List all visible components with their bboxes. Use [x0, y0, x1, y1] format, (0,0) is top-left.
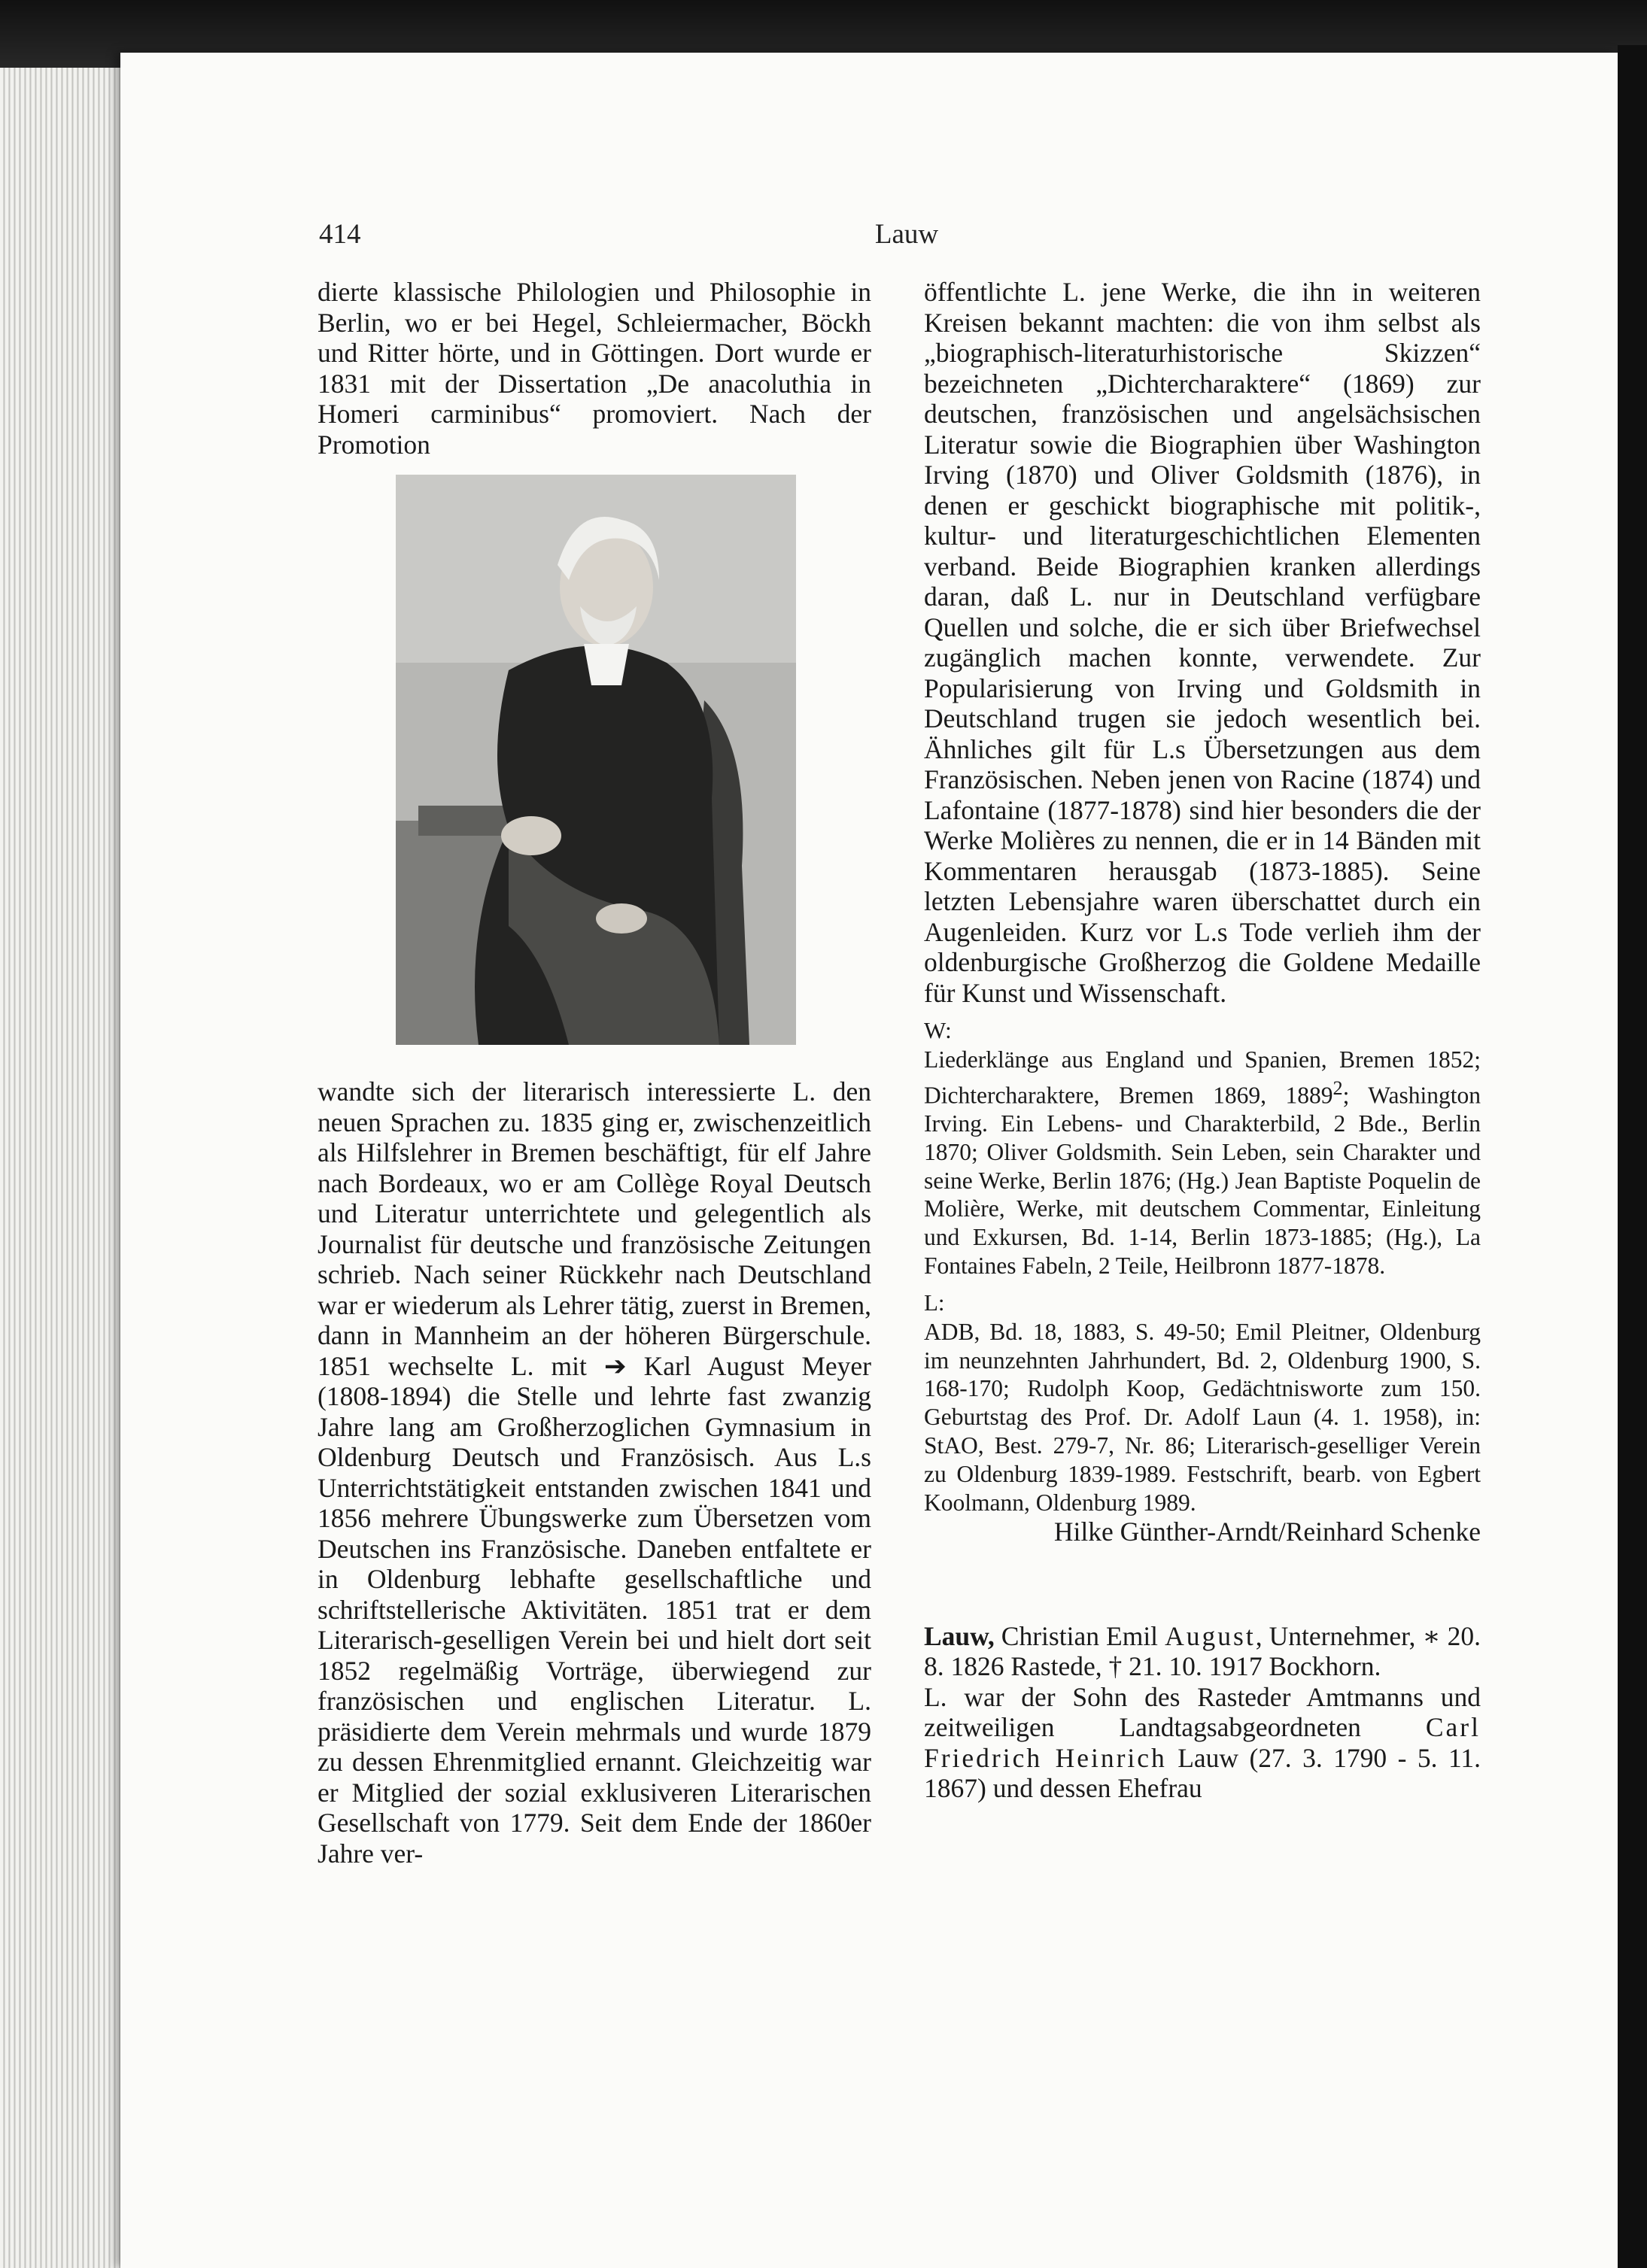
works-section — [924, 1016, 1481, 1280]
literature-label: L: — [924, 1289, 945, 1316]
works-text-a: Liederklänge aus England und Spanien, Bremen 1852; Dichtercharaktere, Bremen 1869, 1889 — [924, 1046, 1481, 1109]
entry-body — [924, 1682, 1481, 1804]
running-title: Lauw — [874, 219, 939, 250]
next-entry — [924, 1621, 1481, 1804]
right-paragraph-1: öffentlichte L. jene Werke, die ihn in weiteren Kreisen bekannt machten: die von ihm selbst als „biographisch-literaturhistorische Skizzen“ bezeichneten „Dichtercharaktere“ (1869) zur deutschen, französischen und angelsächsischen Literatur sowie die Biographien über Washington Irving (1870) und Oliver Goldsmith (1876), in denen er geschickt biographische mit politik-, kultur- und literaturgeschichtlichen Elementen verband. Beide Biographien kranken allerdings daran, daß L. nur in Deutschland verfügbare Quellen und solche, die er sich über Briefwechsel zugänglich machen konnte, verwendete. Zur Popularisierung von Irving und Goldsmith in Deutschland trugen sie jedoch wesentlich bei. Ähnliches gilt für L.s Übersetzungen aus dem Französischen. Neben jenen von Racine (1874) und Lafontaine (1877-1878) sind hier besonders die der Werke Molières zu nennen, die er in 14 Bänden mit Kommentaren herausgab (1873-1885). Seine letzten Lebensjahre waren überschattet durch ein Augenleiden. Kurz vor L.s Tode verlieh ihm der oldenburgische Großherzog die Goldene Medaille für Kunst und Wissenschaft. — [924, 277, 1481, 1008]
running-header — [319, 218, 1494, 256]
entry-name: Lauw, — [924, 1620, 995, 1651]
works-text-b: ; Washington Irving. Ein Lebens- und Charakterbild, 2 Bde., Berlin 1870; Oliver Goldsmith. Sein Leben, sein Charakter und seine Werke, Berlin 1876; (Hg.) Jean Baptiste Poquelin de Molière, Werke, mit deutschem Commentar, Einleitung und Exkursen, Bd. 1-14, Berlin 1873-1885; (Hg.), La Fontaines Fabeln, 2 Teile, Heilbronn 1877-1878. — [924, 1082, 1481, 1280]
entry-body-b: Lauw (27. 3. 1790 - 5. 11. 1867) und dessen Ehefrau — [924, 1742, 1481, 1804]
edition-superscript: 2 — [1332, 1076, 1343, 1099]
entry-body-father: Carl Friedrich Heinrich — [924, 1712, 1481, 1773]
entry-spaced-name: August — [1165, 1620, 1256, 1651]
right-column — [924, 277, 1481, 1804]
entry-details: , Unternehmer, ∗ 20. 8. 1826 Rastede, † 21. 10. 1917 Bockhorn. — [924, 1620, 1481, 1682]
entry-heading — [924, 1621, 1481, 1682]
left-column — [318, 277, 871, 1869]
seated-man-illustration — [396, 475, 796, 1045]
portrait-photo — [396, 475, 796, 1045]
works-label: W: — [924, 1017, 952, 1043]
scan-border — [1618, 45, 1647, 2268]
left-paragraph-1: dierte klassische Philologien und Philosophie in Berlin, wo er bei Hegel, Schleiermacher, Böckh und Ritter hörte, und in Göttingen. Dort wurde er 1831 mit der Dissertation „De anacoluthia in Homeri carminibus“ promoviert. Nach der Promotion — [318, 277, 871, 460]
literature-list: ADB, Bd. 18, 1883, S. 49-50; Emil Pleitner, Oldenburg im neunzehnten Jahrhundert, Bd. 2, Oldenburg 1900, S. 168-170; Rudolph Koop, Gedächtnisworte zum 150. Geburtstag des Prof. Dr. Adolf Laun (4. 1. 1958), in: StAO, Best. 279-7, Nr. 86; Literarisch-geselliger Verein zu Oldenburg 1839-1989. Festschrift, bearb. von Egbert Koolmann, Oldenburg 1989. — [924, 1318, 1481, 1516]
entry-body-a: L. war der Sohn des Rasteder Amtmanns und zeitweiligen Landtagsabgeordneten — [924, 1681, 1481, 1743]
left-paragraph-2: wandte sich der literarisch interessierte L. den neuen Sprachen zu. 1835 ging er, zwischenzeitlich als Hilfslehrer in Bremen beschäftigt, für elf Jahre nach Bordeaux, wo er am Collège Royal Deutsch und Literatur unterrichtete und gelegentlich als Journalist für deutsche und französische Zeitungen schrieb. Nach seiner Rückkehr nach Deutschland war er wiederum als Lehrer tätig, zuerst in Bremen, dann in Mannheim an der höheren Bürgerschule. 1851 wechselte L. mit ➔ Karl August Meyer (1808-1894) die Stelle und lehrte fast zwanzig Jahre lang am Großherzoglichen Gymnasium in Oldenburg Deutsch und Französisch. Aus L.s Unterrichtstätigkeit entstanden zwischen 1841 und 1856 mehrere Übungswerke zum Übersetzen vom Deutschen ins Französische. Daneben entfaltete er in Oldenburg lebhafte gesellschaftliche und schriftstellerische Aktivitäten. 1851 trat er dem Literarisch-geselligen Verein bei und hielt dort seit 1852 regelmäßig Vorträge, überwiegend zur französischen und englischen Literatur. L. präsidierte dem Verein mehrmals und wurde 1879 zu dessen Ehrenmitglied ernannt. Gleichzeitig war er Mitglied der sozial exklusiveren Literarischen Gesellschaft von 1779. Seit dem Ende der 1860er Jahre ver- — [318, 1076, 871, 1869]
entry-given: Christian Emil — [994, 1620, 1165, 1651]
article-authors: Hilke Günther-Arndt/Reinhard Schenke — [1053, 1517, 1481, 1547]
page-number: 414 — [319, 219, 361, 250]
literature-section — [924, 1288, 1481, 1517]
works-list — [924, 1046, 1481, 1280]
